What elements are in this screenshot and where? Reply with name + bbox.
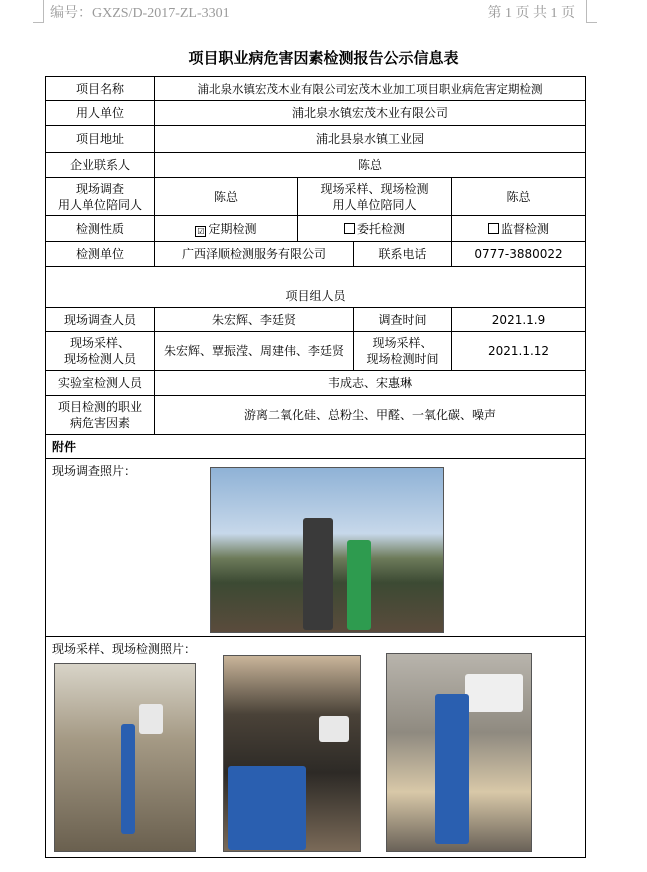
checkbox-empty-icon [344,223,355,234]
surveyor-label: 现场调查人员 [46,308,155,332]
sampling-photo-cell [46,637,586,858]
address-label: 项目地址 [46,126,155,153]
attachment-heading: 附件 [46,435,586,459]
phone-value: 0777-3880022 [452,242,586,267]
surveyor-value: 朱宏辉、李廷贤 [155,308,354,332]
survey-photo [210,467,444,633]
sampling-time-value: 2021.1.12 [452,332,586,371]
survey-escort-label: 现场调查 用人单位陪同人 [46,178,155,216]
agency-label: 检测单位 [46,242,155,267]
nature-option-entrusted: 委托检测 [298,216,452,242]
agency-value: 广西泽顺检测服务有限公司 [155,242,354,267]
sampler-label: 现场采样、 现场检测人员 [46,332,155,371]
employer-value: 浦北泉水镇宏茂木业有限公司 [155,101,586,126]
page-indicator: 第 1 页 共 1 页 [487,6,575,21]
survey-time-value: 2021.1.9 [452,308,586,332]
page-title: 项目职业病危害因素检测报告公示信息表 [188,49,459,67]
sampling-photo-3 [386,653,532,852]
project-name-label: 项目名称 [46,77,155,101]
sampler-value: 朱宏辉、覃振滢、周建伟、李廷贤 [155,332,354,371]
contact-value: 陈总 [155,153,586,178]
hazards-label: 项目检测的职业 病危害因素 [46,396,155,435]
phone-label: 联系电话 [354,242,452,267]
sampling-photo-1 [54,663,196,852]
sampling-time-label: 现场采样、 现场检测时间 [354,332,452,371]
nature-option-supervisory: 监督检测 [452,216,586,242]
nature-option-periodic: ☑ 定期检测 [155,216,298,242]
info-table [45,76,586,858]
sampling-escort-label: 现场采样、现场检测 用人单位陪同人 [298,178,452,216]
survey-photo-cell [46,459,586,637]
contact-label: 企业联系人 [46,153,155,178]
project-name-value: 浦北泉水镇宏茂木业有限公司宏茂木业加工项目职业病危害定期检测 [155,77,586,101]
team-heading: 项目组人员 [46,267,586,308]
nature-label: 检测性质 [46,216,155,242]
document-code: 编号：GXZS/D-2017-ZL-3301 [50,6,230,21]
lab-label: 实验室检测人员 [46,371,155,396]
lab-value: 韦成志、宋惠琳 [155,371,586,396]
sampling-photo-label: 现场采样、现场检测照片： [52,642,197,656]
employer-label: 用人单位 [46,101,155,126]
crop-mark-right [586,0,597,23]
sampling-photo-2 [223,655,361,852]
checkbox-empty-icon [488,223,499,234]
checkbox-checked-icon: ☑ [197,226,205,236]
sampling-escort-value: 陈总 [452,178,586,216]
address-value: 浦北县泉水镇工业园 [155,126,586,153]
survey-escort-value: 陈总 [155,178,298,216]
crop-mark-left [33,0,44,23]
hazards-value: 游离二氧化硅、总粉尘、甲醛、一氧化碳、噪声 [155,396,586,435]
survey-time-label: 调查时间 [354,308,452,332]
survey-photo-label: 现场调查照片： [52,464,137,478]
